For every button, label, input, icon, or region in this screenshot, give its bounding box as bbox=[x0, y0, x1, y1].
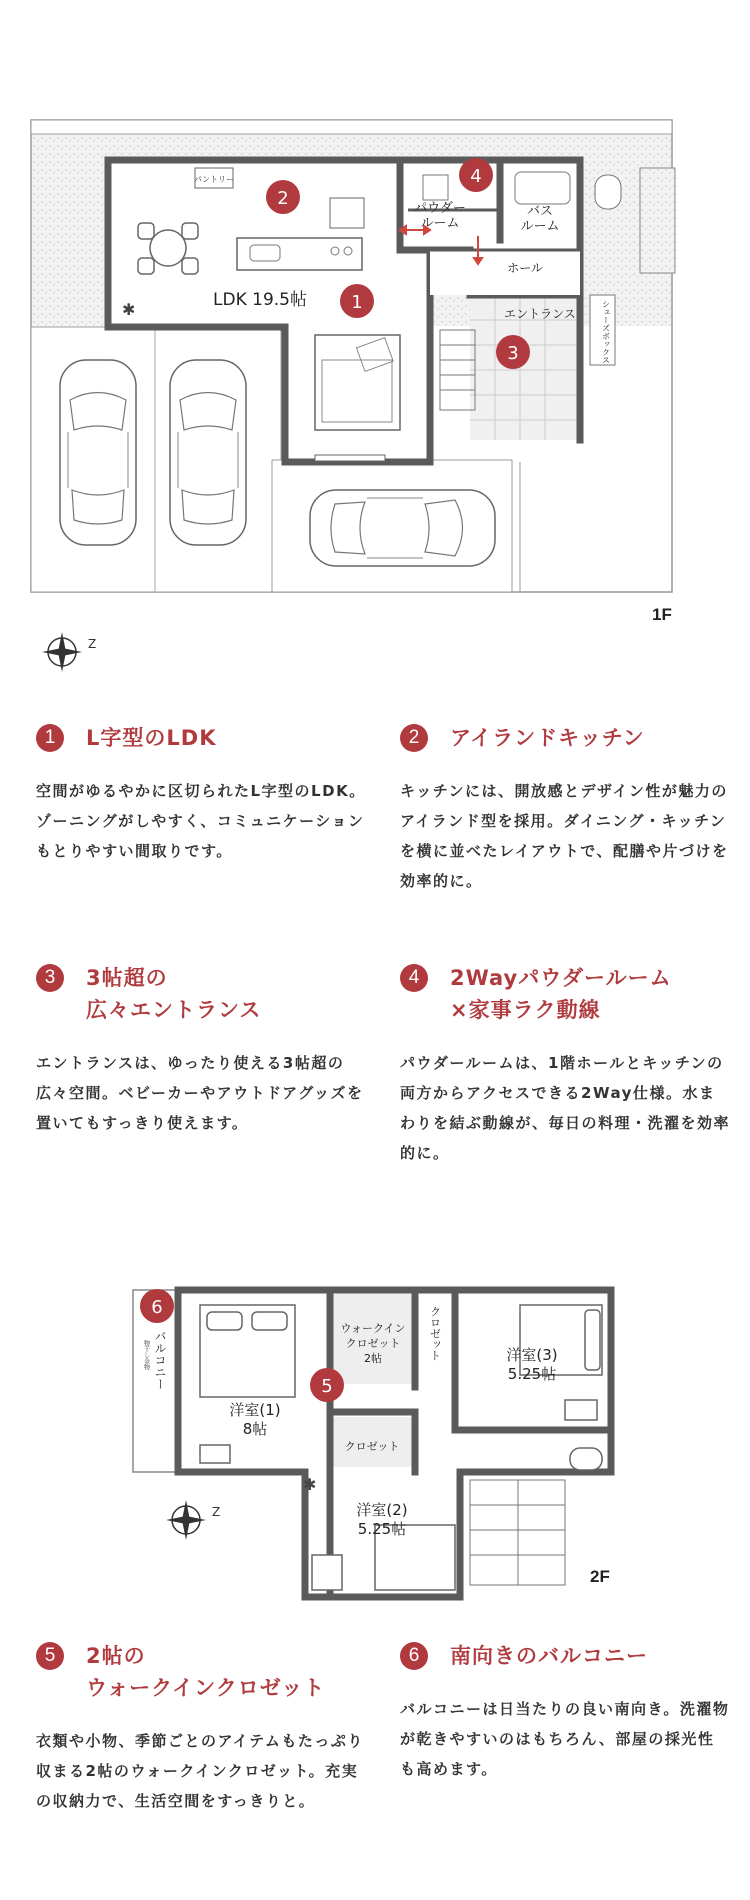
marker-5 bbox=[310, 1368, 344, 1402]
bath-label-text-2: ルーム bbox=[520, 219, 560, 234]
bedroom-1-label-text: 洋室(1) bbox=[229, 1401, 281, 1419]
walk-in-closet-label-text: ウォークイン bbox=[340, 1322, 406, 1335]
marker-2-number: 2 bbox=[277, 188, 289, 209]
feature-number-badge: 6 bbox=[400, 1642, 428, 1670]
marker-3-number: 3 bbox=[507, 343, 519, 364]
marker-1-number: 1 bbox=[351, 292, 363, 313]
feature-number-badge: 2 bbox=[400, 724, 428, 752]
feature-body: 空間がゆるやかに区切られたL字型のLDK。ゾーニングがしやすく、コミュニケーションもとりやすい間取りです。 bbox=[36, 782, 366, 860]
feature-3 bbox=[36, 962, 366, 1138]
car-icon bbox=[170, 360, 246, 545]
floor-plan-1f bbox=[0, 0, 750, 651]
bath-label-text: バス bbox=[526, 204, 554, 219]
feature-body: エントランスは、ゆったり使える3帖超の広々空間。ベビーカーやアウトドアグッズを置いてもすっきり使えます。 bbox=[36, 1054, 364, 1132]
car-icon bbox=[60, 360, 136, 545]
feature-number-badge: 4 bbox=[400, 964, 428, 992]
walk-in-closet-label-text-3: 2帖 bbox=[364, 1352, 382, 1365]
feature-6 bbox=[400, 1640, 730, 1784]
marker-4-number: 4 bbox=[470, 166, 482, 187]
bedroom-2-label bbox=[356, 1501, 407, 1538]
hall-label: ホール bbox=[507, 261, 543, 275]
feature-title: L字型のLDK bbox=[86, 726, 217, 750]
marker-1 bbox=[340, 284, 374, 318]
bedroom-2-label-text-2: 5.25帖 bbox=[357, 1520, 407, 1538]
balcony-note-label: 物干し金物 bbox=[142, 1340, 150, 1370]
feature-1 bbox=[36, 722, 366, 866]
feature-2 bbox=[400, 722, 730, 896]
svg-text:Z: Z bbox=[212, 1505, 221, 1519]
powder-room-label bbox=[414, 201, 466, 231]
bedroom-3-label bbox=[506, 1346, 557, 1383]
feature-number-badge: 3 bbox=[36, 964, 64, 992]
marker-2 bbox=[266, 180, 300, 214]
bedroom-3-label-text-2: 5.25帖 bbox=[507, 1365, 557, 1383]
marker-6 bbox=[140, 1289, 174, 1323]
compass-icon bbox=[166, 1500, 220, 1540]
floor-plan-2f bbox=[0, 1270, 750, 1610]
entrance-label: エントランス bbox=[504, 307, 576, 321]
floor-label-2f: 2F bbox=[590, 1567, 610, 1586]
feature-5 bbox=[36, 1640, 366, 1816]
feature-title: 3帖超の 広々エントランス bbox=[86, 966, 262, 1022]
car-icon bbox=[310, 490, 495, 566]
feature-number-badge: 5 bbox=[36, 1642, 64, 1670]
shoe-box-label: シューズボックス bbox=[601, 300, 611, 364]
closet-label: クロゼット bbox=[344, 1440, 400, 1453]
balcony-label: バルコニー bbox=[153, 1330, 167, 1390]
feature-number-badge: 1 bbox=[36, 724, 64, 752]
feature-title: アイランドキッチン bbox=[450, 726, 645, 750]
marker-6-number: 6 bbox=[151, 1297, 163, 1318]
plant-icon: ✱ bbox=[122, 300, 136, 319]
compass-icon bbox=[42, 632, 96, 672]
walk-in-closet-label-text-2: クロゼット bbox=[345, 1337, 401, 1350]
powder-room-label-text-2: ルーム bbox=[420, 216, 460, 231]
marker-3 bbox=[496, 335, 530, 369]
bedroom-2-label-text: 洋室(2) bbox=[356, 1501, 408, 1519]
feature-body: バルコニーは日当たりの良い南向き。洗濯物が乾きやすいのはもちろん、部屋の採光性も高めます。 bbox=[400, 1700, 730, 1778]
powder-room-label-text: パウダー bbox=[414, 201, 466, 216]
feature-body: パウダールームは、1階ホールとキッチンの両方からアクセスできる2Way仕様。水まわりを結ぶ動線が、毎日の料理・洗濯を効率的に。 bbox=[400, 1054, 731, 1162]
feature-title: 2Wayパウダールーム ×家事ラク動線 bbox=[450, 966, 672, 1022]
marker-4 bbox=[459, 158, 493, 192]
plant-icon: ✱ bbox=[303, 1475, 317, 1494]
ldk-label: LDK 19.5帖 bbox=[213, 290, 307, 310]
feature-title: 南向きのバルコニー bbox=[450, 1644, 648, 1668]
svg-text:Z: Z bbox=[88, 637, 97, 651]
marker-5-number: 5 bbox=[321, 1376, 333, 1397]
bedroom-3-label-text: 洋室(3) bbox=[506, 1346, 558, 1364]
feature-title: 2帖の ウォークインクロゼット bbox=[86, 1644, 326, 1700]
bedroom-1-label-text-2: 8帖 bbox=[242, 1420, 268, 1438]
floor-label-1f: 1F bbox=[652, 605, 672, 624]
feature-body: キッチンには、開放感とデザイン性が魅力のアイランド型を採用。ダイニング・キッチンを横に並べたレイアウトで、配膳や片づけを効率的に。 bbox=[400, 782, 729, 890]
feature-body: 衣類や小物、季節ごとのアイテムもたっぷり収まる2帖のウォークインクロゼット。充実の収納力で、生活空間をすっきりと。 bbox=[36, 1732, 364, 1810]
closet-vertical-label: クロゼット bbox=[428, 1306, 442, 1361]
feature-4 bbox=[400, 962, 730, 1168]
pantry-label: パントリー bbox=[194, 175, 234, 184]
